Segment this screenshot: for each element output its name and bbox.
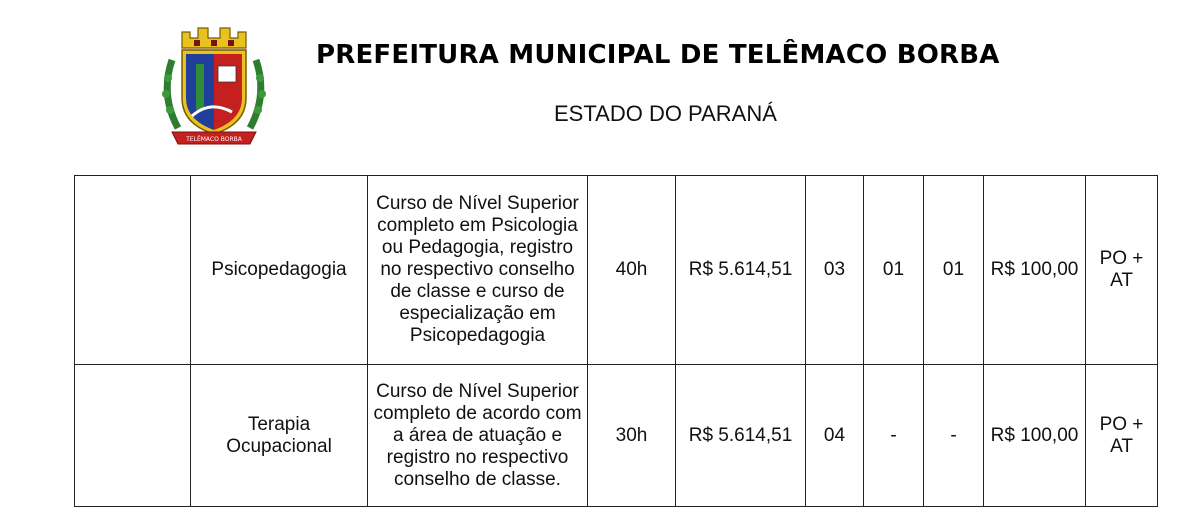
vagas-pcd-cell: 01 [864,176,924,365]
cargo-cell: Psicopedagogia [191,176,368,365]
vagas-negros-cell: - [924,365,984,507]
crest-ribbon-text: TELÊMACO BORBA [186,136,242,143]
taxa-inscricao-cell: R$ 100,00 [984,176,1086,365]
vagas-negros-cell: 01 [924,176,984,365]
municipal-crest-logo [158,20,270,155]
page-subtitle: ESTADO DO PARANÁ [554,101,777,126]
positions-table [74,175,1158,507]
cargo-cell: Terapia Ocupacional [191,365,368,507]
provas-cell: PO + AT [1086,176,1158,365]
salario-cell: R$ 5.614,51 [676,176,806,365]
table-row [75,176,1158,365]
requisito-text: Curso de Nível Superior completo de acordo com a área de atuação e registro no respectivo conselho de classe. [373,380,582,490]
taxa-inscricao-cell: R$ 100,00 [984,365,1086,507]
salario-cell: R$ 5.614,51 [676,365,806,507]
area-cell [75,176,191,365]
vagas-pcd-cell: - [864,365,924,507]
provas-cell: PO + AT [1086,365,1158,507]
table-row [75,365,1158,507]
requisito-text: Curso de Nível Superior completo em Psicologia ou Pedagogia, registro no respectivo conselho de classe e curso de especialização em Psicopedagogia [376,193,579,346]
area-cell [75,365,191,507]
requisito-cell [368,365,588,507]
carga-horaria-cell: 40h [588,176,676,365]
carga-horaria-cell: 30h [588,365,676,507]
vagas-cell: 03 [806,176,864,365]
vagas-cell: 04 [806,365,864,507]
requisito-cell [368,176,588,365]
page-title: PREFEITURA MUNICIPAL DE TELÊMACO BORBA [316,40,1000,70]
